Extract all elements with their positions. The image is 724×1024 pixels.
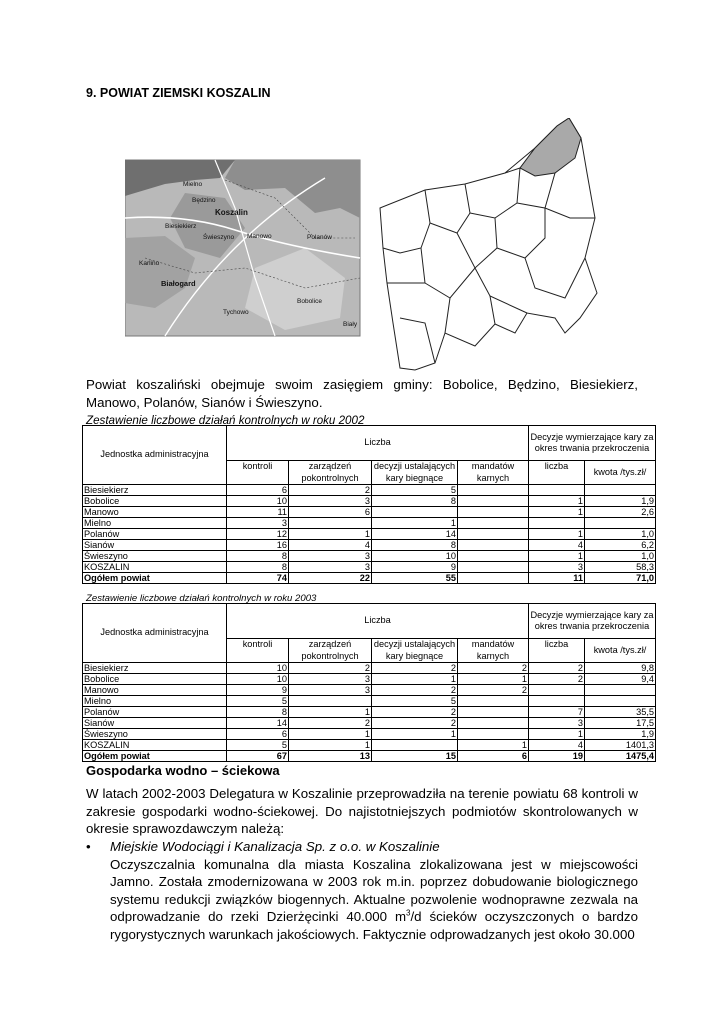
map-label: Bobolice [297, 298, 322, 305]
row-label: KOSZALIN [83, 562, 227, 573]
cell: 2 [372, 707, 458, 718]
cell [372, 740, 458, 751]
cell: 10 [372, 551, 458, 562]
table-2002-body [83, 485, 656, 573]
cell [458, 573, 529, 584]
cell: 1 [372, 518, 458, 529]
cell: 12 [227, 529, 289, 540]
cell: 1 [529, 496, 585, 507]
cell [458, 518, 529, 529]
cell [458, 551, 529, 562]
row-label: Sianów [83, 540, 227, 551]
cell [458, 529, 529, 540]
col-mandatow: mandatów karnych [458, 461, 529, 485]
row-label: Biesiekierz [83, 485, 227, 496]
table-row [83, 707, 656, 718]
table-row [83, 696, 656, 707]
unit-header: Jednostka administracyjna [83, 604, 227, 663]
maps-figure [125, 118, 657, 373]
map-label: Będzino [192, 197, 216, 204]
table-row [83, 551, 656, 562]
cell: 8 [227, 562, 289, 573]
cell: 8 [372, 496, 458, 507]
map-label: Karlino [139, 260, 160, 267]
count-header: Liczba [227, 426, 529, 461]
map-label: Manowo [247, 233, 272, 240]
cell: 3 [289, 674, 372, 685]
cell: 10 [227, 496, 289, 507]
cell [585, 696, 656, 707]
cell: 14 [227, 718, 289, 729]
cell: 11 [529, 573, 585, 584]
map-label: Polanów [307, 234, 332, 241]
cell: 1 [529, 729, 585, 740]
col-liczba: liczba [529, 461, 585, 485]
cell: 2 [529, 663, 585, 674]
cell: 14 [372, 529, 458, 540]
bullet-item [86, 838, 638, 943]
cell: 6 [289, 507, 372, 518]
row-label: Bobolice [83, 674, 227, 685]
cell: 2 [372, 718, 458, 729]
cell: 1 [289, 707, 372, 718]
cell: 8 [372, 540, 458, 551]
row-label: Bobolice [83, 496, 227, 507]
cell: 2,6 [585, 507, 656, 518]
cell: 58,3 [585, 562, 656, 573]
cell: 1475,4 [585, 751, 656, 762]
table-row [83, 674, 656, 685]
section-heading: 9. POWIAT ZIEMSKI KOSZALIN [86, 86, 271, 100]
cell: 4 [529, 540, 585, 551]
table-row [83, 562, 656, 573]
cell: Ogółem powiat [83, 751, 227, 762]
cell: 11 [227, 507, 289, 518]
bullet-text [110, 856, 638, 944]
cell: 1 [458, 674, 529, 685]
cell: 67 [227, 751, 289, 762]
cell: 1 [529, 551, 585, 562]
cell: 19 [529, 751, 585, 762]
table-row [83, 663, 656, 674]
cell: 9 [227, 685, 289, 696]
cell: 8 [227, 707, 289, 718]
cell: Ogółem powiat [83, 573, 227, 584]
table-2002-caption: Zestawienie liczbowe działań kontrolnych w roku 2002 [86, 414, 365, 427]
cell: 71,0 [585, 573, 656, 584]
cell [458, 540, 529, 551]
cell: 2 [289, 718, 372, 729]
table-2003-body [83, 663, 656, 751]
cell: 3 [529, 562, 585, 573]
map-label: Białogard [161, 279, 196, 288]
cell: 9,4 [585, 674, 656, 685]
map-label: Świeszyno [203, 234, 235, 241]
body-paragraph: W latach 2002-2003 Delegatura w Koszalinie przeprowadziła na terenie powiatu 68 kontroli w zakresie gospodarki wodno-ściekowej. Do najistotniejszych podmiotów skontrolowanych w okresie sprawozdawczym należą: [86, 786, 638, 836]
cell [585, 518, 656, 529]
col-zarzadzen: zarządzeń pokontrolnych [289, 461, 372, 485]
cell: 3 [289, 562, 372, 573]
col-decyzji: decyzji ustalających kary biegnące [372, 461, 458, 485]
cell: 2 [372, 685, 458, 696]
cell: 9 [372, 562, 458, 573]
cell: 1 [529, 507, 585, 518]
row-label: KOSZALIN [83, 740, 227, 751]
cell: 5 [227, 740, 289, 751]
cell: 1,9 [585, 729, 656, 740]
col-liczba: liczba [529, 639, 585, 663]
row-label: Mielno [83, 518, 227, 529]
col-decyzji: decyzji ustalających kary biegnące [372, 639, 458, 663]
cell: 2 [289, 663, 372, 674]
cell: 3 [289, 685, 372, 696]
cell: 5 [372, 485, 458, 496]
bullet-icon: • [86, 839, 91, 854]
map-label: Biały [343, 321, 358, 328]
table-row [83, 740, 656, 751]
cell: 5 [227, 696, 289, 707]
row-label: Polanów [83, 707, 227, 718]
decisions-header: Decyzje wymierzające kary za okres trwania przekroczenia [529, 426, 656, 461]
table-2002 [82, 425, 656, 584]
table-row [83, 507, 656, 518]
cell: 3 [227, 518, 289, 529]
cell: 55 [372, 573, 458, 584]
cell: 1,0 [585, 529, 656, 540]
cell [529, 685, 585, 696]
table-row [83, 540, 656, 551]
cell: 35,5 [585, 707, 656, 718]
bullet-text-b: /d ścieków oczyszczonych o bardzo rygorystycznych warunkach jakościowych. Faktycznie odprowadzanych jest około 30.000 [110, 909, 638, 942]
decisions-header: Decyzje wymierzające kary za okres trwania przekroczenia [529, 604, 656, 639]
table-row [83, 485, 656, 496]
cell: 13 [289, 751, 372, 762]
cell: 8 [227, 551, 289, 562]
cell: 3 [289, 496, 372, 507]
row-label: Biesiekierz [83, 663, 227, 674]
row-label: Świeszyno [83, 729, 227, 740]
cell [458, 507, 529, 518]
map-label: Biesiekierz [165, 223, 197, 230]
cell [458, 718, 529, 729]
row-label: Mielno [83, 696, 227, 707]
cell: 2 [529, 674, 585, 685]
cell [458, 696, 529, 707]
cell: 5 [372, 696, 458, 707]
area-map [125, 160, 360, 336]
row-label: Manowo [83, 685, 227, 696]
map-label: Koszalin [215, 208, 248, 217]
cell [458, 562, 529, 573]
cell [529, 518, 585, 529]
table-row [83, 718, 656, 729]
cell: 1 [372, 674, 458, 685]
row-label: Świeszyno [83, 551, 227, 562]
count-header: Liczba [227, 604, 529, 639]
table-2003 [82, 603, 656, 762]
cell [458, 729, 529, 740]
cell: 1,0 [585, 551, 656, 562]
cell [372, 507, 458, 518]
cell [289, 518, 372, 529]
cell: 6,2 [585, 540, 656, 551]
col-kontroli: kontroli [227, 461, 289, 485]
cell: 4 [529, 740, 585, 751]
cell: 4 [289, 540, 372, 551]
cell: 6 [227, 485, 289, 496]
cell: 10 [227, 674, 289, 685]
cell [458, 496, 529, 507]
intro-paragraph: Powiat koszaliński obejmuje swoim zasięgiem gminy: Bobolice, Będzino, Biesiekierz, Manowo, Polanów, Sianów i Świeszyno. [86, 377, 638, 410]
cell: 7 [529, 707, 585, 718]
map-label: Mielno [183, 181, 203, 188]
cell [289, 696, 372, 707]
superscript: 3 [406, 908, 411, 918]
cell: 2 [458, 685, 529, 696]
cell: 1 [289, 740, 372, 751]
cell [458, 707, 529, 718]
table-row-total [83, 751, 656, 762]
cell [529, 696, 585, 707]
table-row [83, 729, 656, 740]
cell [585, 485, 656, 496]
cell: 10 [227, 663, 289, 674]
cell: 17,5 [585, 718, 656, 729]
bullet-title: Miejskie Wodociągi i Kanalizacja Sp. z o.o. w Koszalinie [110, 839, 440, 854]
cell: 1,9 [585, 496, 656, 507]
row-label: Manowo [83, 507, 227, 518]
table-row [83, 529, 656, 540]
row-label: Polanów [83, 529, 227, 540]
table-2003-caption: Zestawienie liczbowe działań kontrolnych w roku 2003 [86, 593, 317, 604]
cell [458, 485, 529, 496]
cell: 15 [372, 751, 458, 762]
cell: 2 [289, 485, 372, 496]
cell [585, 685, 656, 696]
cell [529, 485, 585, 496]
col-kontroli: kontroli [227, 639, 289, 663]
table-row [83, 496, 656, 507]
cell: 2 [458, 663, 529, 674]
cell: 6 [458, 751, 529, 762]
map-label: Tychowo [223, 309, 249, 316]
cell: 1 [458, 740, 529, 751]
location-map [380, 118, 597, 370]
row-label: Sianów [83, 718, 227, 729]
bullet-text-a: Oczyszczalnia komunalna dla miasta Koszalina zlokalizowana jest w miejscowości Jamno. Została zmodernizowana w 2003 rok m.in. poprzez dobudowanie biologicznego systemu redukcji związków biogennych. Aktualne pozwolenie wodnoprawne zezwala na odprowadzanie do rzeki Dzierżęcinki 40.000 m [110, 856, 638, 924]
section-title-water: Gospodarka wodno – ściekowa [86, 763, 280, 778]
col-mandatow: mandatów karnych [458, 639, 529, 663]
cell: 3 [529, 718, 585, 729]
col-kwota: kwota /tys.zł/ [585, 639, 656, 663]
cell: 1 [372, 729, 458, 740]
cell: 1401,3 [585, 740, 656, 751]
cell: 1 [529, 529, 585, 540]
cell: 9,8 [585, 663, 656, 674]
cell: 3 [289, 551, 372, 562]
cell: 6 [227, 729, 289, 740]
cell: 74 [227, 573, 289, 584]
cell: 1 [289, 729, 372, 740]
cell: 2 [372, 663, 458, 674]
table-row-total [83, 573, 656, 584]
cell: 16 [227, 540, 289, 551]
table-row [83, 518, 656, 529]
col-zarzadzen: zarządzeń pokontrolnych [289, 639, 372, 663]
col-kwota: kwota /tys.zł/ [585, 461, 656, 485]
cell: 22 [289, 573, 372, 584]
cell: 1 [289, 529, 372, 540]
unit-header: Jednostka administracyjna [83, 426, 227, 485]
table-row [83, 685, 656, 696]
